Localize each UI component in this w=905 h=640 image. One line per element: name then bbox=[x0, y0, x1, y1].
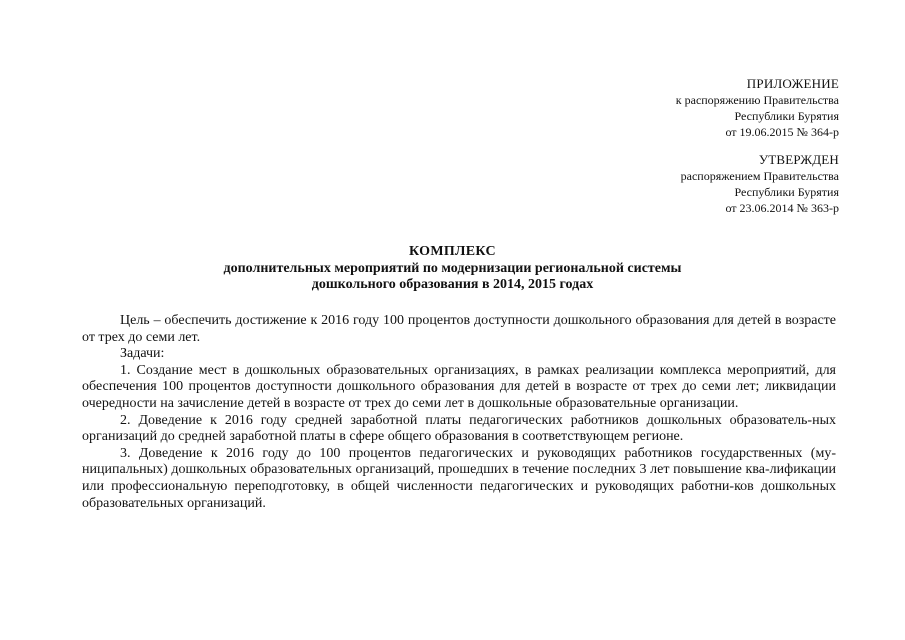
attachment-line-2: Республики Бурятия bbox=[734, 109, 839, 123]
task-1-paragraph: 1. Создание мест в дошкольных образовательных организациях, в рамках реализации комплекса мероприятий, для обеспечения 100 процентов доступности дошкольного образования для детей в возрасте от трех до семи лет; ликвидации очередности на зачисление детей в возрасте от трех до семи лет в дошкольные образовательные организации. bbox=[82, 362, 836, 411]
attachment-line-3: от 19.06.2015 № 364-р bbox=[725, 125, 839, 139]
document-body bbox=[82, 313, 836, 512]
task-2-paragraph: 2. Доведение к 2016 году средней заработной платы педагогических работников дошкольных образователь-ных организаций до средней заработной платы в сфере общего образования в соответствующем регионе. bbox=[82, 412, 836, 445]
attachment-block bbox=[676, 76, 839, 140]
attachment-heading: ПРИЛОЖЕНИЕ bbox=[746, 76, 839, 91]
document-title bbox=[0, 244, 905, 294]
title-line-2: дополнительных мероприятий по модернизации региональной системы bbox=[223, 260, 682, 276]
approval-line-2: Республики Бурятия bbox=[734, 185, 839, 199]
title-line-1: КОМПЛЕКС bbox=[409, 244, 496, 259]
approval-block bbox=[681, 152, 839, 216]
attachment-line-1: к распоряжению Правительства bbox=[675, 93, 839, 107]
task-3-paragraph: 3. Доведение к 2016 году до 100 процентов педагогических и руководящих работников государственных (му-ниципальных) дошкольных образовательных организаций, прошедших в течение последних 3 лет повышение ква-лификации или профессиональную переподготовку, в общей численности педагогических и руководящих работни-ков дошкольных образовательных организаций. bbox=[82, 445, 836, 511]
goal-paragraph: Цель – обеспечить достижение к 2016 году 100 процентов доступности дошкольного образования для детей в возрасте от трех до семи лет. bbox=[82, 313, 836, 345]
tasks-heading: Задачи: bbox=[120, 346, 165, 362]
approval-heading: УТВЕРЖДЕН bbox=[758, 152, 839, 167]
approval-line-3: от 23.06.2014 № 363-р bbox=[725, 201, 839, 215]
title-line-3: дошкольного образования в 2014, 2015 годах bbox=[311, 277, 594, 292]
approval-line-1: распоряжением Правительства bbox=[680, 169, 839, 183]
